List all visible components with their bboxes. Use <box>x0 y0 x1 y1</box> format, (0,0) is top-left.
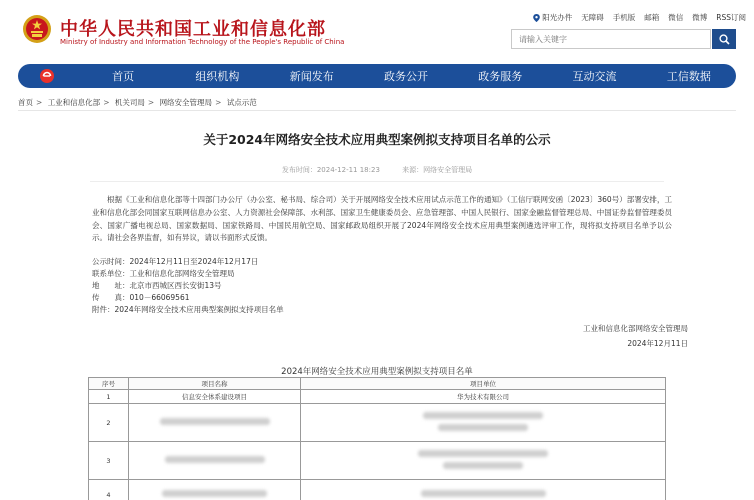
table-row <box>89 480 666 500</box>
top-link-rss[interactable]: RSS订阅 <box>716 13 746 22</box>
attachment-link[interactable]: 附件：2024年网络安全技术应用典型案例拟支持项目名单 <box>92 305 284 314</box>
article-meta <box>0 165 754 175</box>
main-nav <box>18 64 736 88</box>
redacted-text <box>423 412 543 419</box>
row-unit <box>301 404 666 442</box>
nav-logo[interactable] <box>18 64 76 88</box>
row-unit <box>301 442 666 480</box>
article-source: 来源：网络安全管理局 <box>402 166 473 174</box>
search-input[interactable] <box>511 29 711 49</box>
publicity-period: 公示时间：2024年12月11日至2024年12月17日 <box>92 257 259 266</box>
top-link-sunshine[interactable] <box>533 12 572 23</box>
breadcrumb <box>18 97 257 108</box>
site-subtitle: Ministry of Industry and Information Technology of the People's Republic of China <box>60 38 345 46</box>
signature-org: 工业和信息化部网络安全管理局 <box>583 324 688 333</box>
breadcrumb-divider <box>18 110 736 111</box>
redacted-text <box>160 418 270 425</box>
table-row <box>89 442 666 480</box>
article-title: 关于2024年网络安全技术应用典型案例拟支持项目名单的公示 <box>203 132 551 147</box>
search-button[interactable] <box>712 29 736 49</box>
site-header <box>0 0 754 60</box>
row-project <box>129 442 301 480</box>
top-link-wechat[interactable]: 微信 <box>668 13 684 22</box>
contact-unit: 联系单位：工业和信息化部网络安全管理局 <box>92 269 235 278</box>
breadcrumb-separator: > <box>147 98 155 107</box>
row-number: 2 <box>89 404 129 442</box>
top-link-mail[interactable]: 邮箱 <box>644 13 660 22</box>
breadcrumb-separator: > <box>103 98 110 107</box>
row-unit <box>301 480 666 500</box>
row-project <box>129 480 301 500</box>
header-project: 项目名称 <box>129 378 301 390</box>
breadcrumb-pilot[interactable]: 试点示范 <box>226 98 257 107</box>
nav-item-data[interactable]: 工信数据 <box>666 70 711 83</box>
redacted-text <box>162 490 267 497</box>
article-paragraph: 根据《工业和信息化部等十四部门办公厅（办公室、秘书局、综合司）关于开展网络安全技术应用试点示范工作的通知》（工信厅联网安函〔2023〕360号）部署安排，工业和信息化部会同国家互联网信息办公室、人力资源社会保障部、水利部、国家卫生健康委员会、应急管理部、中国人民银行、国家金融监督管理总局、中国证券监督管理委员会、国家广播电视总局、国家数据局、国家铁路局、中国民用航空局、国家邮政局组织开展了2024年网络安全技术应用典型案例遴选评审工作，现将拟支持项目名单予以公示。请社会各界监督，如有异议，请以书面形式反馈。 <box>92 195 672 243</box>
header-unit: 项目单位 <box>301 378 666 390</box>
breadcrumb-separator: > <box>36 98 43 107</box>
table-header-row <box>89 378 666 390</box>
row-project <box>129 404 301 442</box>
header-number: 序号 <box>89 378 129 390</box>
meta-divider <box>90 181 664 182</box>
redacted-text <box>438 424 528 431</box>
breadcrumb-separator: > <box>215 98 222 107</box>
contact-phone: 传 真：010－66069561 <box>92 293 190 302</box>
row-number: 1 <box>89 390 129 404</box>
redacted-text <box>418 450 548 457</box>
redacted-text <box>443 462 523 469</box>
row-project: 信息安全体系建设项目 <box>129 390 301 404</box>
breadcrumb-home[interactable]: 首页 <box>18 98 33 107</box>
table-row <box>89 404 666 442</box>
row-number: 4 <box>89 480 129 500</box>
nav-item-organization[interactable]: 组织机构 <box>195 70 240 83</box>
nav-item-interaction[interactable]: 互动交流 <box>572 70 617 83</box>
signature-date: 2024年12月11日 <box>627 339 688 348</box>
row-number: 3 <box>89 442 129 480</box>
table-title: 2024年网络安全技术应用典型案例拟支持项目名单 <box>281 367 473 377</box>
row-unit: 华为技术有限公司 <box>301 390 666 404</box>
site-title[interactable]: 中华人民共和国工业和信息化部 <box>60 19 326 40</box>
breadcrumb-departments[interactable]: 机关司局 <box>114 98 145 107</box>
location-pin-icon <box>533 14 540 22</box>
nav-item-services[interactable]: 政务服务 <box>478 70 523 83</box>
breadcrumb-cyber-bureau[interactable]: 网络安全管理局 <box>159 98 213 107</box>
miit-logo-icon <box>39 68 55 84</box>
top-links <box>533 12 746 23</box>
nav-item-government-affairs[interactable]: 政务公开 <box>383 70 428 83</box>
nav-item-news[interactable]: 新闻发布 <box>289 70 334 83</box>
redacted-text <box>421 490 546 497</box>
national-emblem-icon[interactable] <box>22 14 52 44</box>
nav-item-home[interactable]: 首页 <box>112 70 135 83</box>
search-icon <box>719 34 730 45</box>
project-table <box>88 377 666 500</box>
redacted-text <box>165 456 265 463</box>
top-link-mobile[interactable]: 手机版 <box>612 13 636 22</box>
top-link-weibo[interactable]: 微博 <box>692 13 708 22</box>
top-link-label: 阳光办件 <box>542 13 573 22</box>
contact-address: 地 址：北京市西城区西长安街13号 <box>92 281 222 290</box>
table-row <box>89 390 666 404</box>
notice-info <box>92 256 672 316</box>
publish-time: 发布时间：2024-12-11 18:23 <box>281 166 380 174</box>
top-link-accessibility[interactable]: 无障碍 <box>581 13 604 22</box>
search-bar <box>511 29 736 49</box>
breadcrumb-ministry[interactable]: 工业和信息化部 <box>47 98 101 107</box>
